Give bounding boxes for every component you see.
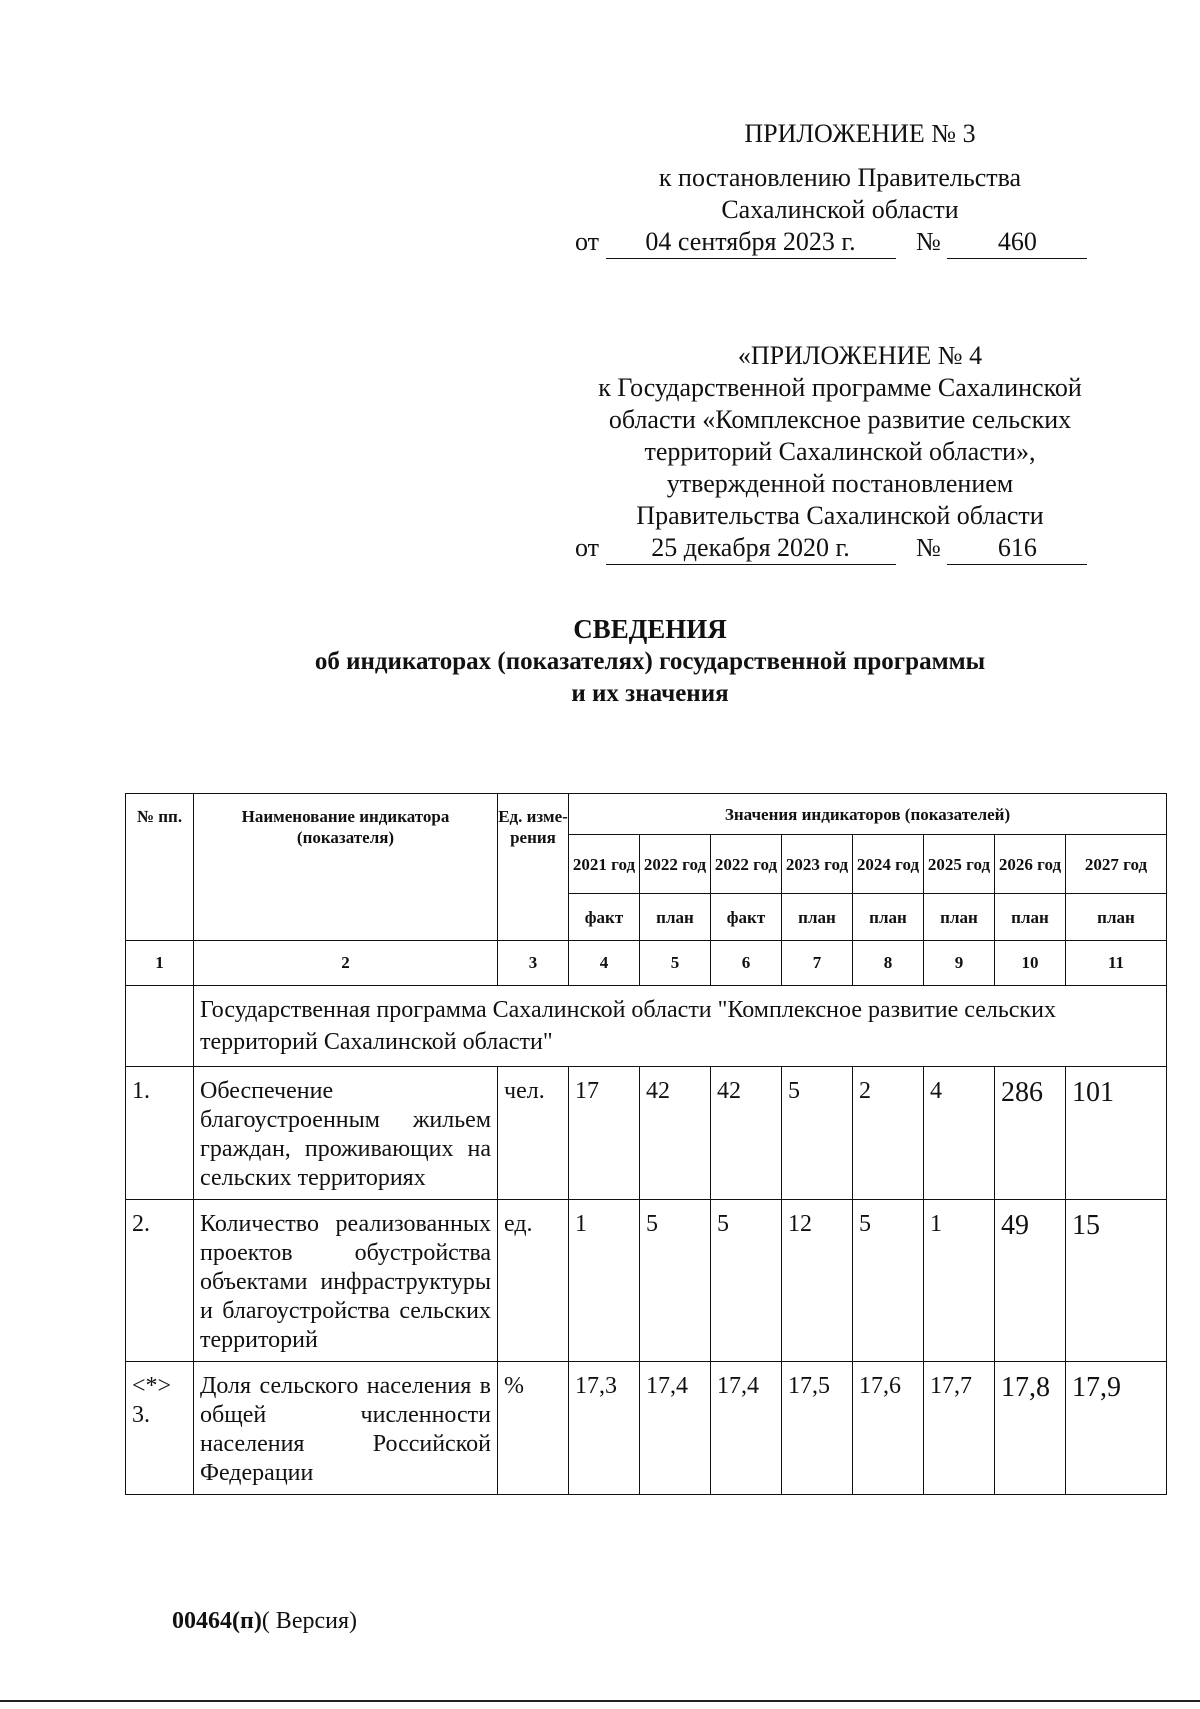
column-index: 2 bbox=[194, 941, 498, 986]
document-version: ( Версия) bbox=[261, 1608, 357, 1634]
row-value: 12 bbox=[782, 1200, 853, 1362]
row-value: 5 bbox=[711, 1200, 782, 1362]
row-value: 42 bbox=[711, 1067, 782, 1200]
header-num: № пп. bbox=[126, 794, 194, 941]
year-header: 2022 год bbox=[640, 835, 711, 894]
row-value: 286 bbox=[995, 1067, 1066, 1200]
row-value: 17,3 bbox=[569, 1362, 640, 1495]
kind-header: план bbox=[853, 894, 924, 941]
section-title: Государственная программа Сахалинской области "Комплексное развитие сельских территорий Сахалинской области" bbox=[194, 986, 1167, 1067]
row-value: 17,4 bbox=[711, 1362, 782, 1495]
appendix3-title: ПРИЛОЖЕНИЕ № 3 bbox=[744, 119, 976, 148]
year-header: 2025 год bbox=[924, 835, 995, 894]
column-index: 8 bbox=[853, 941, 924, 986]
year-header: 2023 год bbox=[782, 835, 853, 894]
from-label: от bbox=[575, 533, 600, 562]
row-value: 5 bbox=[782, 1067, 853, 1200]
heading-subtitle1: об индикаторах (показателях) государственной программы bbox=[314, 648, 986, 675]
header-name: Наименование индикатора (показателя) bbox=[194, 794, 498, 941]
number-label: № bbox=[916, 227, 941, 256]
row-num: 1. bbox=[126, 1067, 194, 1200]
kind-header: план bbox=[1066, 894, 1167, 941]
document-heading bbox=[0, 612, 1200, 710]
row-unit: ед. bbox=[498, 1200, 569, 1362]
row-num: 2. bbox=[126, 1200, 194, 1362]
from-label: от bbox=[575, 227, 600, 256]
row-value: 17,6 bbox=[853, 1362, 924, 1495]
appendix4-line3: территорий Сахалинской области», bbox=[644, 437, 1036, 466]
section-row bbox=[126, 986, 1167, 1067]
row-value: 4 bbox=[924, 1067, 995, 1200]
row-unit: чел. bbox=[498, 1067, 569, 1200]
appendix3-date: 04 сентября 2023 г. bbox=[606, 226, 896, 259]
appendix3-line2: Сахалинской области bbox=[721, 195, 959, 224]
row-value: 17,8 bbox=[995, 1362, 1066, 1495]
row-value: 5 bbox=[853, 1200, 924, 1362]
kind-header: план bbox=[995, 894, 1066, 941]
column-index: 10 bbox=[995, 941, 1066, 986]
appendix4-date: 25 декабря 2020 г. bbox=[606, 532, 896, 565]
kind-header: план bbox=[924, 894, 995, 941]
appendix3-number: 460 bbox=[947, 226, 1087, 259]
appendix3-block bbox=[560, 118, 1120, 259]
appendix4-block bbox=[560, 340, 1120, 565]
row-value: 1 bbox=[569, 1200, 640, 1362]
appendix4-line4: утвержденной постановлением bbox=[666, 469, 1014, 498]
header-values: Значения индикаторов (показателей) bbox=[569, 794, 1167, 835]
indicators-table bbox=[125, 793, 1167, 1495]
appendix4-number: 616 bbox=[947, 532, 1087, 565]
appendix4-line5: Правительства Сахалинской области bbox=[636, 501, 1044, 530]
document-footer bbox=[172, 1606, 357, 1636]
kind-header: факт bbox=[711, 894, 782, 941]
column-index: 5 bbox=[640, 941, 711, 986]
column-index: 6 bbox=[711, 941, 782, 986]
document-code: 00464(п) bbox=[172, 1608, 262, 1634]
row-value: 42 bbox=[640, 1067, 711, 1200]
column-index: 7 bbox=[782, 941, 853, 986]
header-row-top bbox=[126, 794, 1167, 835]
column-index: 9 bbox=[924, 941, 995, 986]
scan-edge-divider bbox=[0, 1700, 1200, 1702]
kind-header: факт bbox=[569, 894, 640, 941]
kind-header: план bbox=[782, 894, 853, 941]
year-header: 2027 год bbox=[1066, 835, 1167, 894]
column-index: 3 bbox=[498, 941, 569, 986]
row-value: 17,5 bbox=[782, 1362, 853, 1495]
number-label: № bbox=[916, 533, 941, 562]
appendix4-line2: области «Комплексное развитие сельских bbox=[608, 405, 1072, 434]
row-num: <*> 3. bbox=[126, 1362, 194, 1495]
row-value: 101 bbox=[1066, 1067, 1167, 1200]
row-value: 17,4 bbox=[640, 1362, 711, 1495]
row-name: Доля сельского населения в общей численности населения Российской Федерации bbox=[194, 1362, 498, 1495]
appendix3-line1: к постановлению Правительства bbox=[658, 163, 1022, 192]
year-header: 2026 год bbox=[995, 835, 1066, 894]
kind-header: план bbox=[640, 894, 711, 941]
appendix4-title: «ПРИЛОЖЕНИЕ № 4 bbox=[737, 341, 983, 370]
row-value: 17,9 bbox=[1066, 1362, 1167, 1495]
year-header: 2024 год bbox=[853, 835, 924, 894]
column-index: 4 bbox=[569, 941, 640, 986]
appendix4-line1: к Государственной программе Сахалинской bbox=[598, 373, 1082, 402]
year-header: 2022 год bbox=[711, 835, 782, 894]
section-empty-cell bbox=[126, 986, 194, 1067]
heading-title: СВЕДЕНИЯ bbox=[573, 614, 727, 644]
appendix4-date-line bbox=[560, 532, 1120, 565]
row-value: 2 bbox=[853, 1067, 924, 1200]
row-value: 5 bbox=[640, 1200, 711, 1362]
table-row bbox=[126, 1200, 1167, 1362]
row-value: 1 bbox=[924, 1200, 995, 1362]
column-index-row bbox=[126, 941, 1167, 986]
row-value: 15 bbox=[1066, 1200, 1167, 1362]
row-unit: % bbox=[498, 1362, 569, 1495]
appendix3-date-line bbox=[560, 226, 1120, 259]
header-unit: Ед. изме-рения bbox=[498, 794, 569, 941]
row-value: 17,7 bbox=[924, 1362, 995, 1495]
table-row bbox=[126, 1067, 1167, 1200]
row-value: 17 bbox=[569, 1067, 640, 1200]
column-index: 11 bbox=[1066, 941, 1167, 986]
year-header: 2021 год bbox=[569, 835, 640, 894]
column-index: 1 bbox=[126, 941, 194, 986]
table-row bbox=[126, 1362, 1167, 1495]
row-name: Обеспечение благоустроенным жильем граждан, проживающих на сельских территориях bbox=[194, 1067, 498, 1200]
row-name: Количество реализованных проектов обустройства объектами инфраструктуры и благоустройства сельских территорий bbox=[194, 1200, 498, 1362]
heading-subtitle2: и их значения bbox=[571, 680, 729, 707]
row-value: 49 bbox=[995, 1200, 1066, 1362]
